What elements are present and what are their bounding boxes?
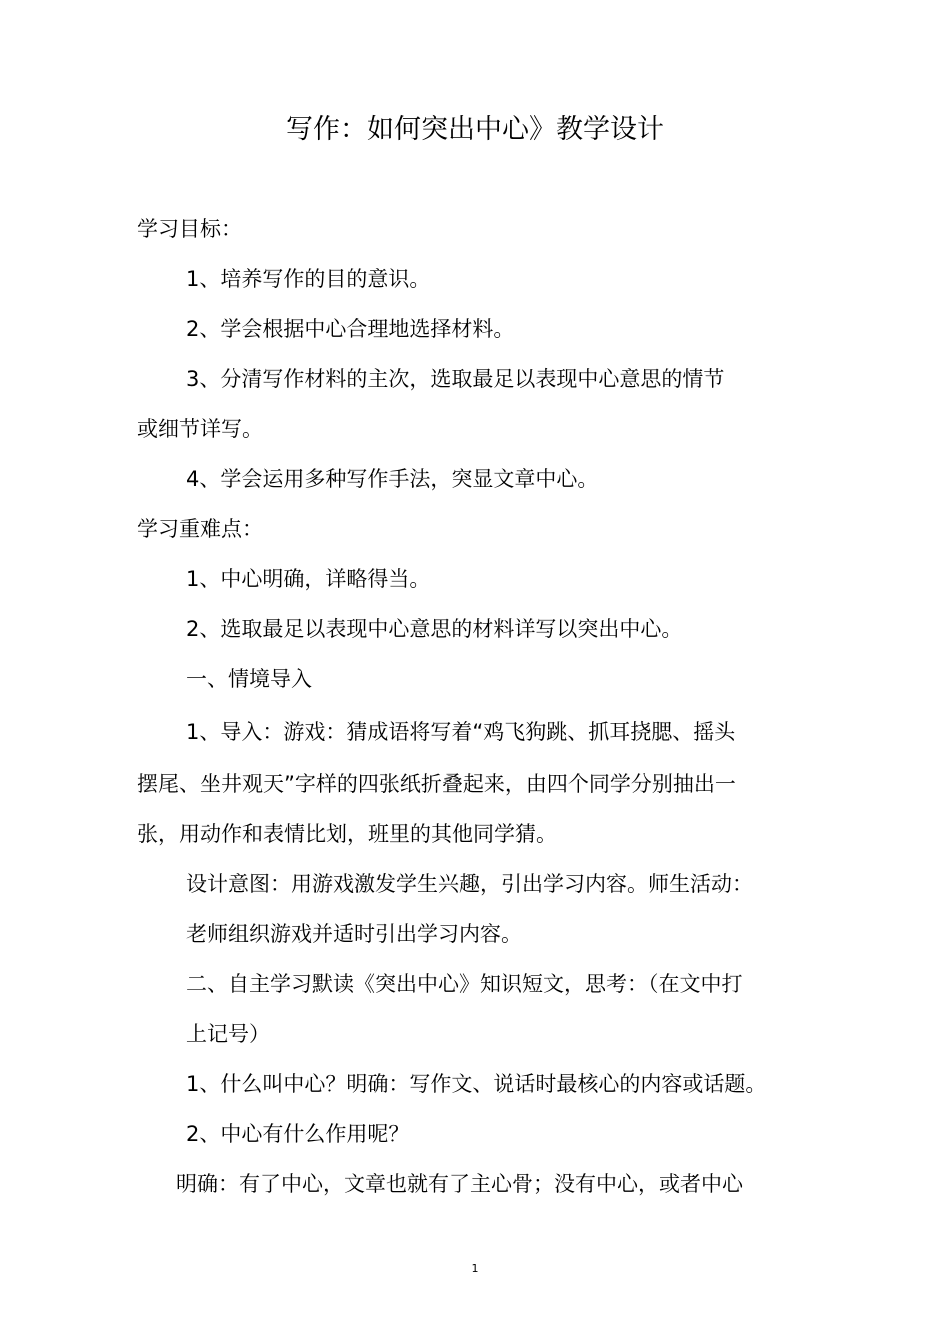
section-heading-2-line-1: 二、自主学习默读《突出中心》知识短文，思考：（在文中打: [186, 972, 743, 996]
section-heading-2-line-2: 上记号）: [186, 1022, 270, 1046]
goal-item-1: 1、培养写作的目的意识。: [186, 267, 431, 291]
document-title: 写作：如何突出中心》教学设计: [286, 114, 664, 145]
page-number: 1: [471, 1262, 479, 1275]
section-heading-1: 一、情境导入: [186, 667, 312, 691]
heading-key-points: 学习重难点：: [137, 517, 263, 541]
question-item-1: 1、什么叫中心？明确：写作文、说话时最核心的内容或话题。: [186, 1072, 767, 1096]
paragraph-intro-line-2: 摆尾、坐井观天”字样的四张纸折叠起来，由四个同学分别抽出一: [137, 772, 736, 796]
paragraph-intro-line-1: 1、导入：游戏：猜成语将写着“鸡飞狗跳、抓耳挠腮、摇头: [186, 720, 736, 744]
heading-learning-goals: 学习目标：: [137, 217, 242, 241]
design-intent-line-1: 设计意图：用游戏激发学生兴趣，引出学习内容。师生活动：: [186, 872, 753, 896]
answer-paragraph: 明确：有了中心，文章也就有了主心骨；没有中心，或者中心: [176, 1172, 743, 1196]
key-point-1: 1、中心明确，详略得当。: [186, 567, 431, 591]
goal-item-3-continued: 或细节详写。: [137, 417, 263, 441]
goal-item-3: 3、分清写作材料的主次，选取最足以表现中心意思的情节: [186, 367, 725, 391]
goal-item-4: 4、学会运用多种写作手法，突显文章中心。: [186, 467, 599, 491]
goal-item-2: 2、学会根据中心合理地选择材料。: [186, 317, 515, 341]
paragraph-intro-line-3: 张，用动作和表情比划，班里的其他同学猜。: [137, 822, 557, 846]
design-intent-line-2: 老师组织游戏并适时引出学习内容。: [186, 922, 522, 946]
question-item-2: 2、中心有什么作用呢？: [186, 1122, 410, 1146]
key-point-2: 2、选取最足以表现中心意思的材料详写以突出中心。: [186, 617, 683, 641]
